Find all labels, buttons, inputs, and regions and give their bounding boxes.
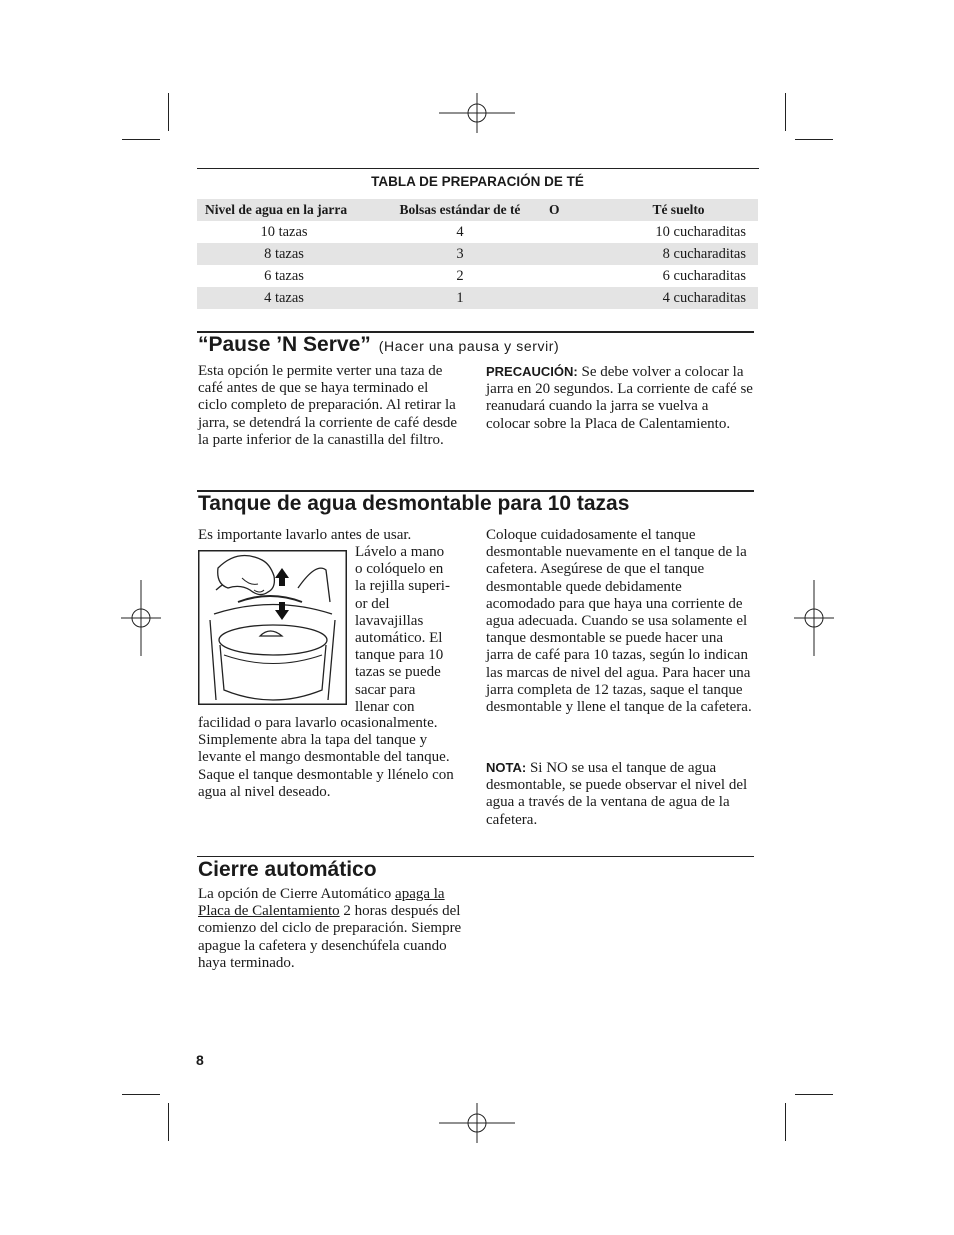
shutoff-title: Cierre automático [198, 858, 377, 881]
table-cell: 8 tazas [264, 245, 304, 262]
registration-mark-icon [103, 580, 179, 656]
shutoff-description [198, 886, 470, 972]
tank-left-continued: facilidad o para lavarlo ocasionalmente. Simplemente abra la tapa del tanque y levante el mango desmontable del tanque. Saque el tanque desmontable y llénelo con agua al nivel deseado. [198, 715, 454, 800]
table-cell: 6 cucharaditas [662, 267, 746, 284]
pause-description: Esta opción le permite verter una taza de café antes de que se haya terminado el ciclo completo de preparación. Al retirar la jarra, se detendrá la corriente de café desde la parte inferior de la canastilla del filtro. [198, 363, 458, 448]
pause-caution [486, 363, 754, 433]
text-line: lavavajillas [355, 612, 424, 629]
tank-right-text: Coloque cuidadosamente el tanque desmontable nuevamente en el tanque de la cafetera. Asegúrese de que el tanque desmontable quede debidamente acomodado para que haya una corriente de agua adecuada. Cuando se usa solamente el tanque desmontable se puede hacer una jarra de café para 10 tazas, según lo indican las marcas de nivel del agua. Para hacer una jarra completa de 12 tazas, saque el tanque desmontable y llene el tanque de la cafetera. [486, 527, 752, 716]
note-text: Si NO se usa el tanque de agua desmontable, se puede observar el nivel del agua a través de la ventana de agua de la cafetera. [486, 760, 748, 828]
shutoff-underlined-text: apaga la Placa de Calentamiento [198, 886, 445, 920]
tea-table-grid [197, 199, 758, 309]
table-cell: 4 cucharaditas [662, 289, 746, 306]
crop-mark [168, 93, 169, 131]
pause-heading [198, 333, 559, 357]
column-header: Nivel de agua en la jarra [205, 202, 348, 217]
crop-mark [795, 1094, 833, 1095]
crop-mark [122, 139, 160, 140]
caution-label: PRECAUCIÓN: [486, 364, 578, 379]
table-cell [549, 243, 599, 265]
column-header: Bolsas estándar de té [399, 202, 521, 217]
table-cell [549, 221, 599, 243]
table-header-row [197, 199, 758, 221]
table-cell: 4 [456, 223, 464, 240]
tank-intro: Es importante lavarlo antes de usar. [198, 527, 412, 543]
text-line: la rejilla superi- [355, 578, 450, 595]
text-line: llenar con [355, 698, 415, 715]
table-cell: 4 tazas [264, 289, 304, 306]
table-cell: 8 cucharaditas [662, 245, 746, 262]
shutoff-text-before: La opción de Cierre Automático [198, 886, 392, 902]
shutoff-section-rule [197, 856, 754, 857]
crop-mark [795, 139, 833, 140]
text-line: o colóquelo en [355, 561, 444, 578]
shutoff-text-after: 2 horas después del comienzo del ciclo de preparación. Siempre apague la cafetera y desenchúfela cuando haya terminado. [198, 903, 462, 971]
page-number: 8 [196, 1052, 204, 1068]
tea-table-top-rule [197, 168, 759, 169]
table-row [197, 287, 758, 309]
table-cell: 10 cucharaditas [655, 223, 746, 240]
crop-mark [122, 1094, 160, 1095]
table-cell [549, 265, 599, 287]
caution-text: Se debe volver a colocar la jarra en 20 segundos. La corriente de café se reanudará cuando la jarra se vuelva a colocar sobre la Placa de Calentamiento. [486, 364, 753, 432]
text-line: sacar para [355, 681, 416, 698]
table-cell: 10 tazas [260, 223, 308, 240]
text-line: or del [355, 595, 390, 612]
table-cell [549, 287, 599, 309]
text-line: tazas se puede [355, 664, 441, 681]
tank-illustration [198, 550, 347, 705]
table-cell: 2 [456, 267, 464, 284]
crop-mark [168, 1103, 169, 1141]
column-header: O [549, 202, 560, 217]
text-line: automático. El [355, 630, 443, 647]
pause-title: “Pause ’N Serve” [198, 333, 371, 356]
table-cell: 1 [456, 289, 464, 306]
tea-table-title: TABLA DE PREPARACIÓN DE TÉ [371, 174, 584, 189]
table-row [197, 265, 758, 287]
registration-mark-icon [776, 580, 852, 656]
tea-table [197, 199, 758, 309]
text-line: Lávelo a mano [355, 544, 445, 560]
table-row [197, 243, 758, 265]
registration-mark-icon [439, 75, 515, 151]
column-header: Té suelto [652, 202, 705, 217]
tank-title: Tanque de agua desmontable para 10 tazas [198, 492, 630, 515]
crop-mark [785, 93, 786, 131]
pause-subtitle: (Hacer una pausa y servir) [378, 338, 560, 354]
crop-mark [785, 1103, 786, 1141]
table-row [197, 221, 758, 243]
table-cell: 6 tazas [264, 267, 304, 284]
note-label: NOTA: [486, 760, 527, 775]
table-cell: 3 [456, 245, 464, 262]
registration-mark-icon [439, 1085, 515, 1161]
tank-text-beside-image [355, 544, 475, 716]
text-line: tanque para 10 [355, 647, 444, 664]
tank-note [486, 759, 752, 829]
